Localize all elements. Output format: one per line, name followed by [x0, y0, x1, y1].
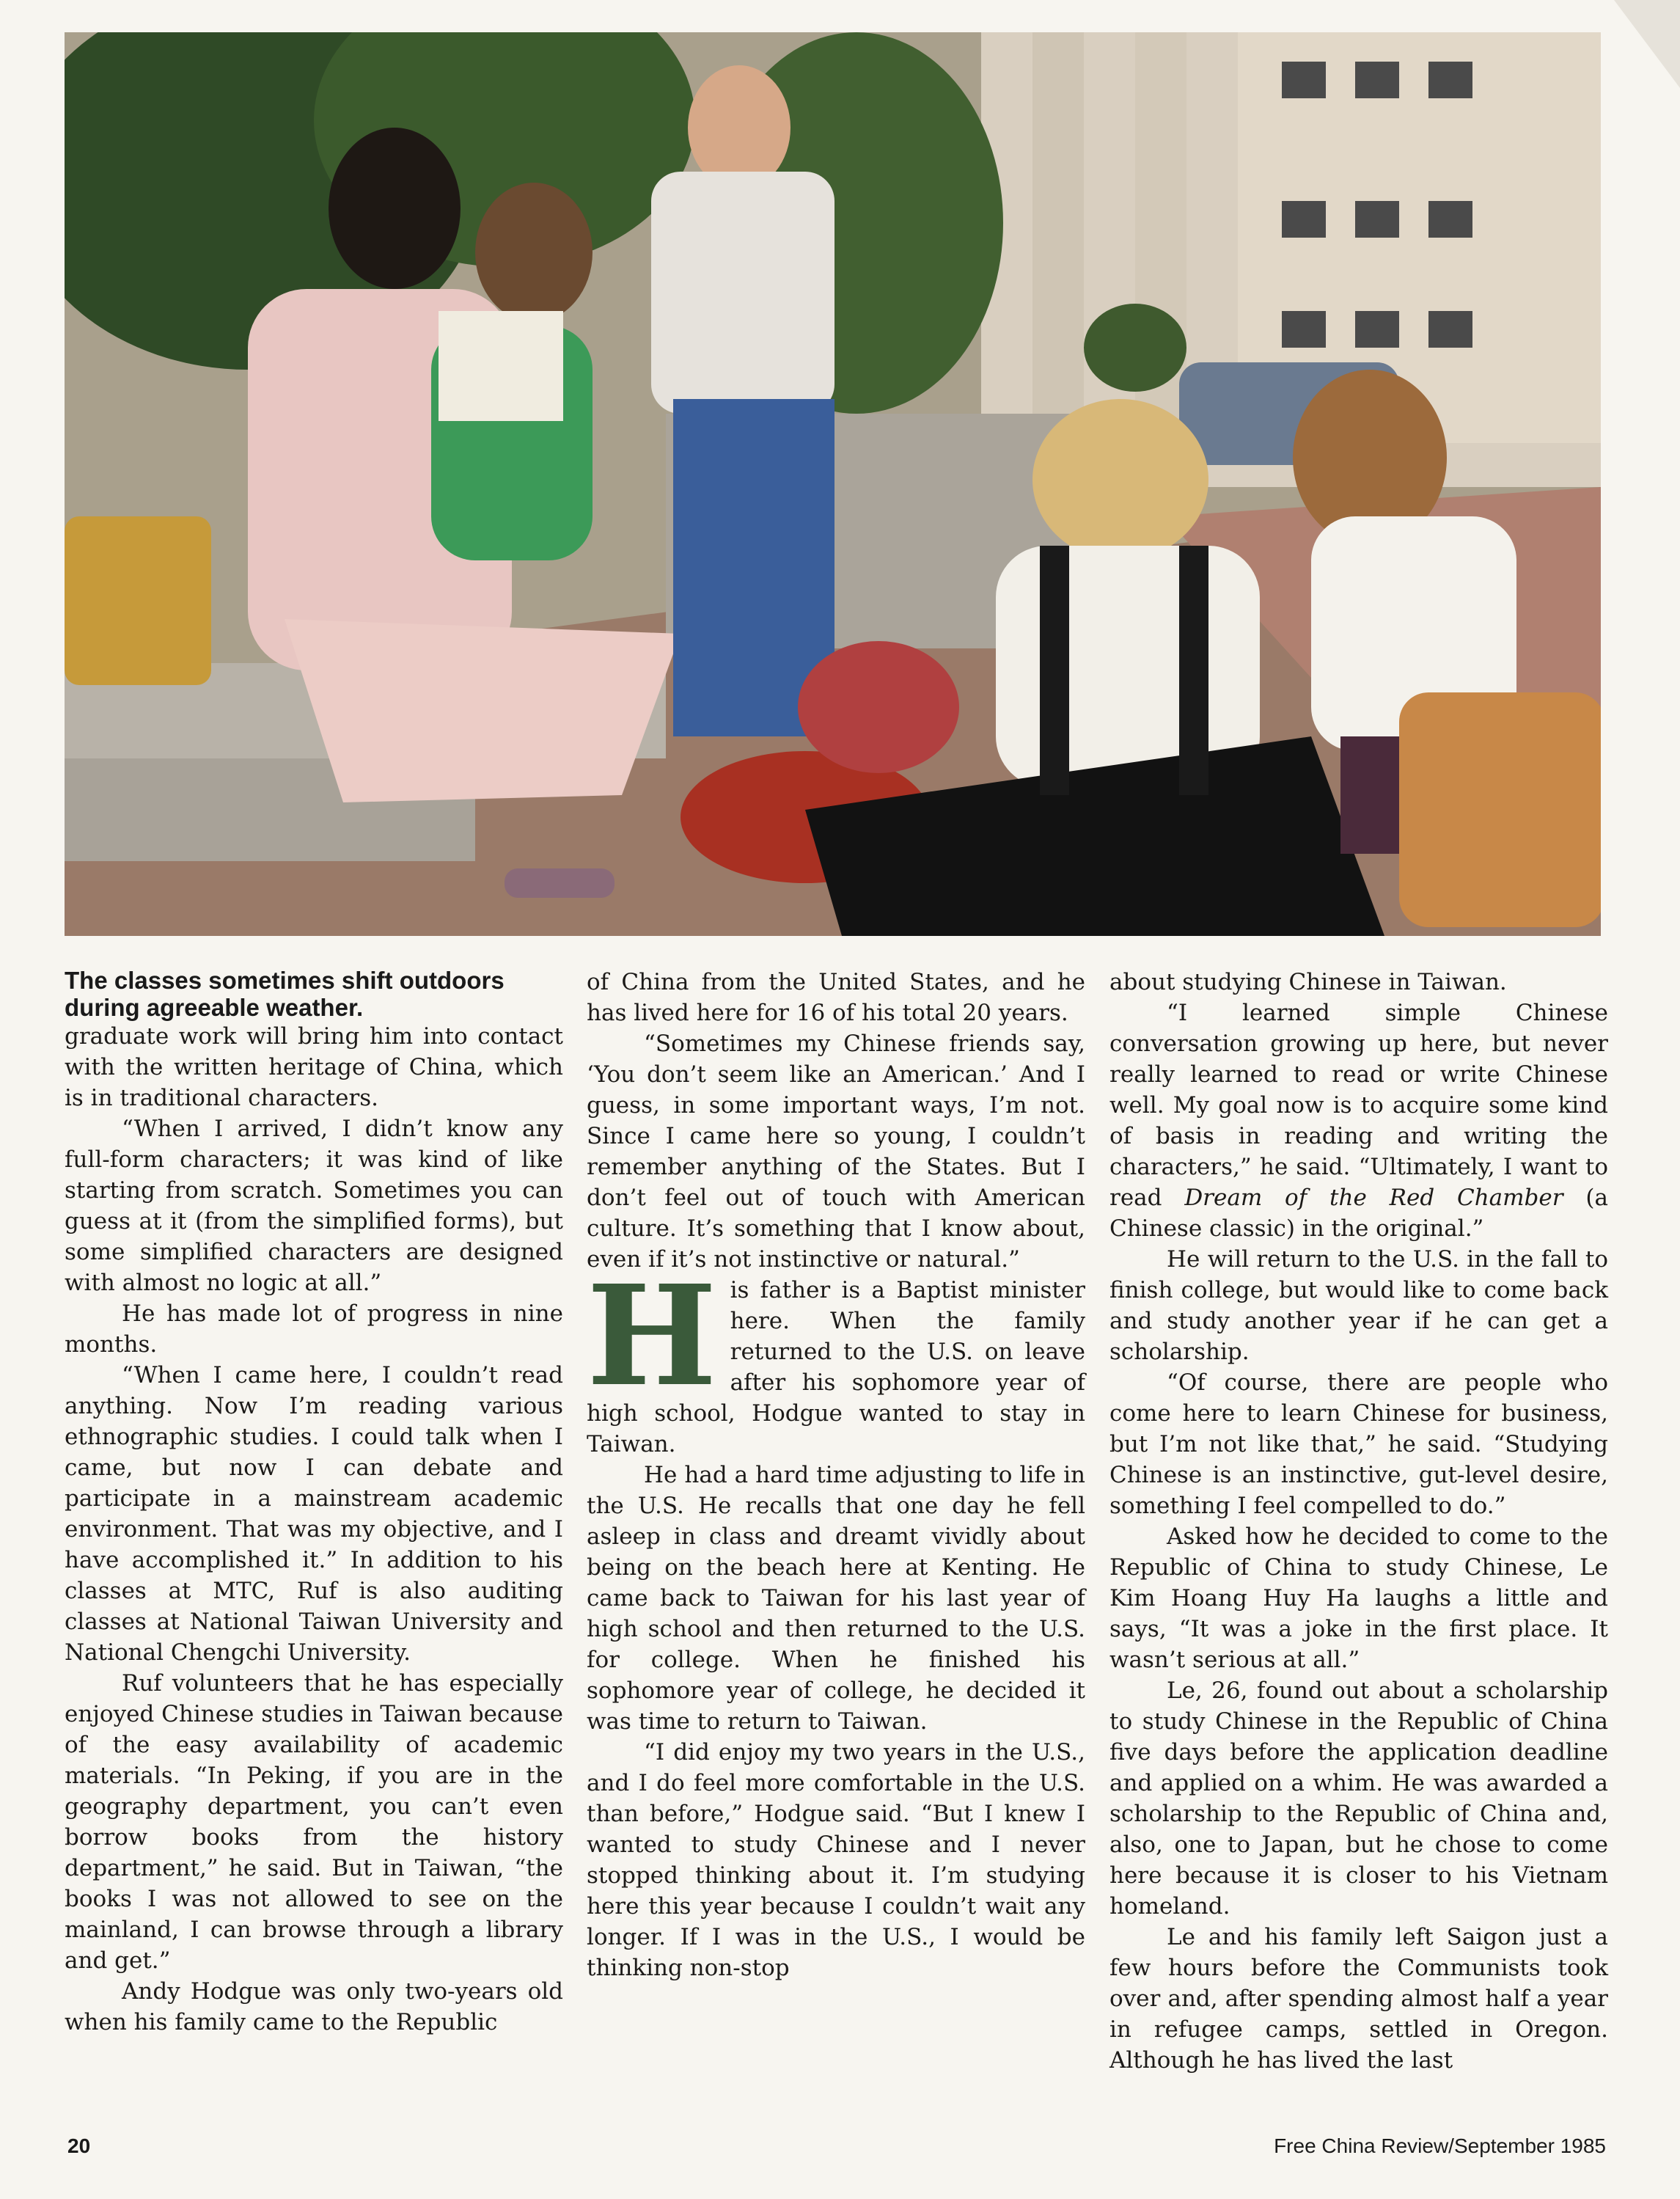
page-number: 20	[67, 2134, 91, 2157]
paragraph: “I did enjoy my two years in the U.S., and I do feel more comfortable in the U.S. than before,” Hodgue said. “But I knew I wanted to study Chinese and I never stopped thinking about it. I’m studying here this year because I couldn’t wait any longer. If I was in the U.S., I would be thinking non-stop	[587, 1739, 1085, 1981]
paragraph: He had a hard time adjusting to life in the U.S. He recalls that one day he fell asleep in class and dreamt vividly about being on the beach here at Kenting. He came back to Taiwan for his last year of high school and then returned to the U.S. for college. When he finished his sophomore year of college, he decided it was time to return to Taiwan.	[587, 1462, 1085, 1735]
book-title: Dream of the Red Chamber	[1184, 1185, 1563, 1211]
paragraph: Asked how he decided to come to the Republic of China to study Chinese, Le Kim Hoang Huy Ha laughs a little and says, “It was a joke in the first place. It wasn’t serious at all.”	[1109, 1523, 1608, 1673]
paragraph: Le, 26, found out about a scholarship to study Chinese in the Republic of China five days before the application deadline and applied on a whim. He was awarded a scholarship to the Republic of China and, also, one to Japan, but he chose to come here because it is closer to his Vietnam homeland.	[1109, 1677, 1608, 1920]
paragraph: He will return to the U.S. in the fall to finish college, but would like to come back and study another year if he can get a scholarship.	[1109, 1246, 1608, 1365]
dropcap-letter: H	[587, 1255, 717, 1417]
magazine-folio: Free China Review/September 1985	[1274, 2134, 1606, 2157]
article-column-1	[65, 967, 563, 2096]
photo-caption: The classes sometimes shift outdoors during agreeable weather.	[65, 967, 505, 1021]
page-corner-fold	[1614, 0, 1680, 88]
paragraph: Le and his family left Saigon just a few hours before the Communists took over and, after spending almost half a year in refugee camps, settled in Oregon. Although he has lived the last	[1109, 1924, 1608, 2074]
paragraph-text: (a Chinese classic) in the original.”	[1109, 1185, 1608, 1242]
paragraph: Ruf volunteers that he has especially enjoyed Chinese studies in Taiwan because of the easy availability of academic materials. “In Peking, if you are in the geography department, you can’t even borrow books from the history department,” he said. But in Taiwan, “the books I was not allowed to see on the mainland, I can browse through a library and get.”	[65, 1670, 563, 1974]
paragraph: “When I came here, I couldn’t read anything. Now I’m reading various ethnographic studies. I could talk when I came, but now I can debate and participate in a mainstream academic environment. That was my objective, and I have accomplished it.” In addition to his classes at MTC, Ruf is also auditing classes at National Taiwan University and National Chengchi University.	[65, 1362, 563, 1666]
paragraph: of China from the United States, and he has lived here for 16 of his total 20 years.	[587, 969, 1085, 1026]
paragraph: graduate work will bring him into contact with the written heritage of China, which is in traditional characters.	[65, 1023, 563, 1111]
paragraph: “Of course, there are people who come here to learn Chinese for business, but I’m not like that,” he said. “Studying Chinese is an instinctive, gut-level desire, something I feel compelled to do.”	[1109, 1369, 1608, 1519]
paragraph-with-title	[1109, 998, 1608, 1244]
paragraph: about studying Chinese in Taiwan.	[1109, 969, 1507, 995]
article-column-3	[1109, 967, 1608, 2096]
paragraph: He has made lot of progress in nine months.	[65, 1300, 563, 1358]
paragraph: Andy Hodgue was only two-years old when his family came to the Republic	[65, 1978, 563, 2035]
dropcap-paragraph	[587, 1255, 1085, 1460]
outdoor-class-photo	[65, 32, 1601, 936]
dropcap-text: is father is a Baptist minister here. When the family returned to the U.S. on leave after his sophomore year of high school, Hodgue wanted to stay in Taiwan.	[587, 1277, 1085, 1457]
article-column-2	[587, 967, 1085, 2096]
paragraph: “When I arrived, I didn’t know any full-form characters; it was kind of like starting from scratch. Sometimes you can guess at it (from the simplified forms), but some simplified characters are designed with almost no logic at all.”	[65, 1116, 563, 1296]
paragraph-text: “I learned simple Chinese conversation growing up here, but never really learned to read or write Chinese well. My goal now is to acquire some kind of basis in reading and writing the characters,” he said. “Ultimately, I want to read	[1109, 1000, 1608, 1211]
paragraph: “Sometimes my Chinese friends say, ‘You don’t seem like an American.’ And I guess, in some important ways, I’m not. Since I came here so young, I couldn’t remember anything of the States. But I don’t feel out of touch with American culture. It’s something that I know about, even if it’s not instinctive or natural.”	[587, 1031, 1085, 1273]
photo-illustration	[65, 32, 1601, 936]
